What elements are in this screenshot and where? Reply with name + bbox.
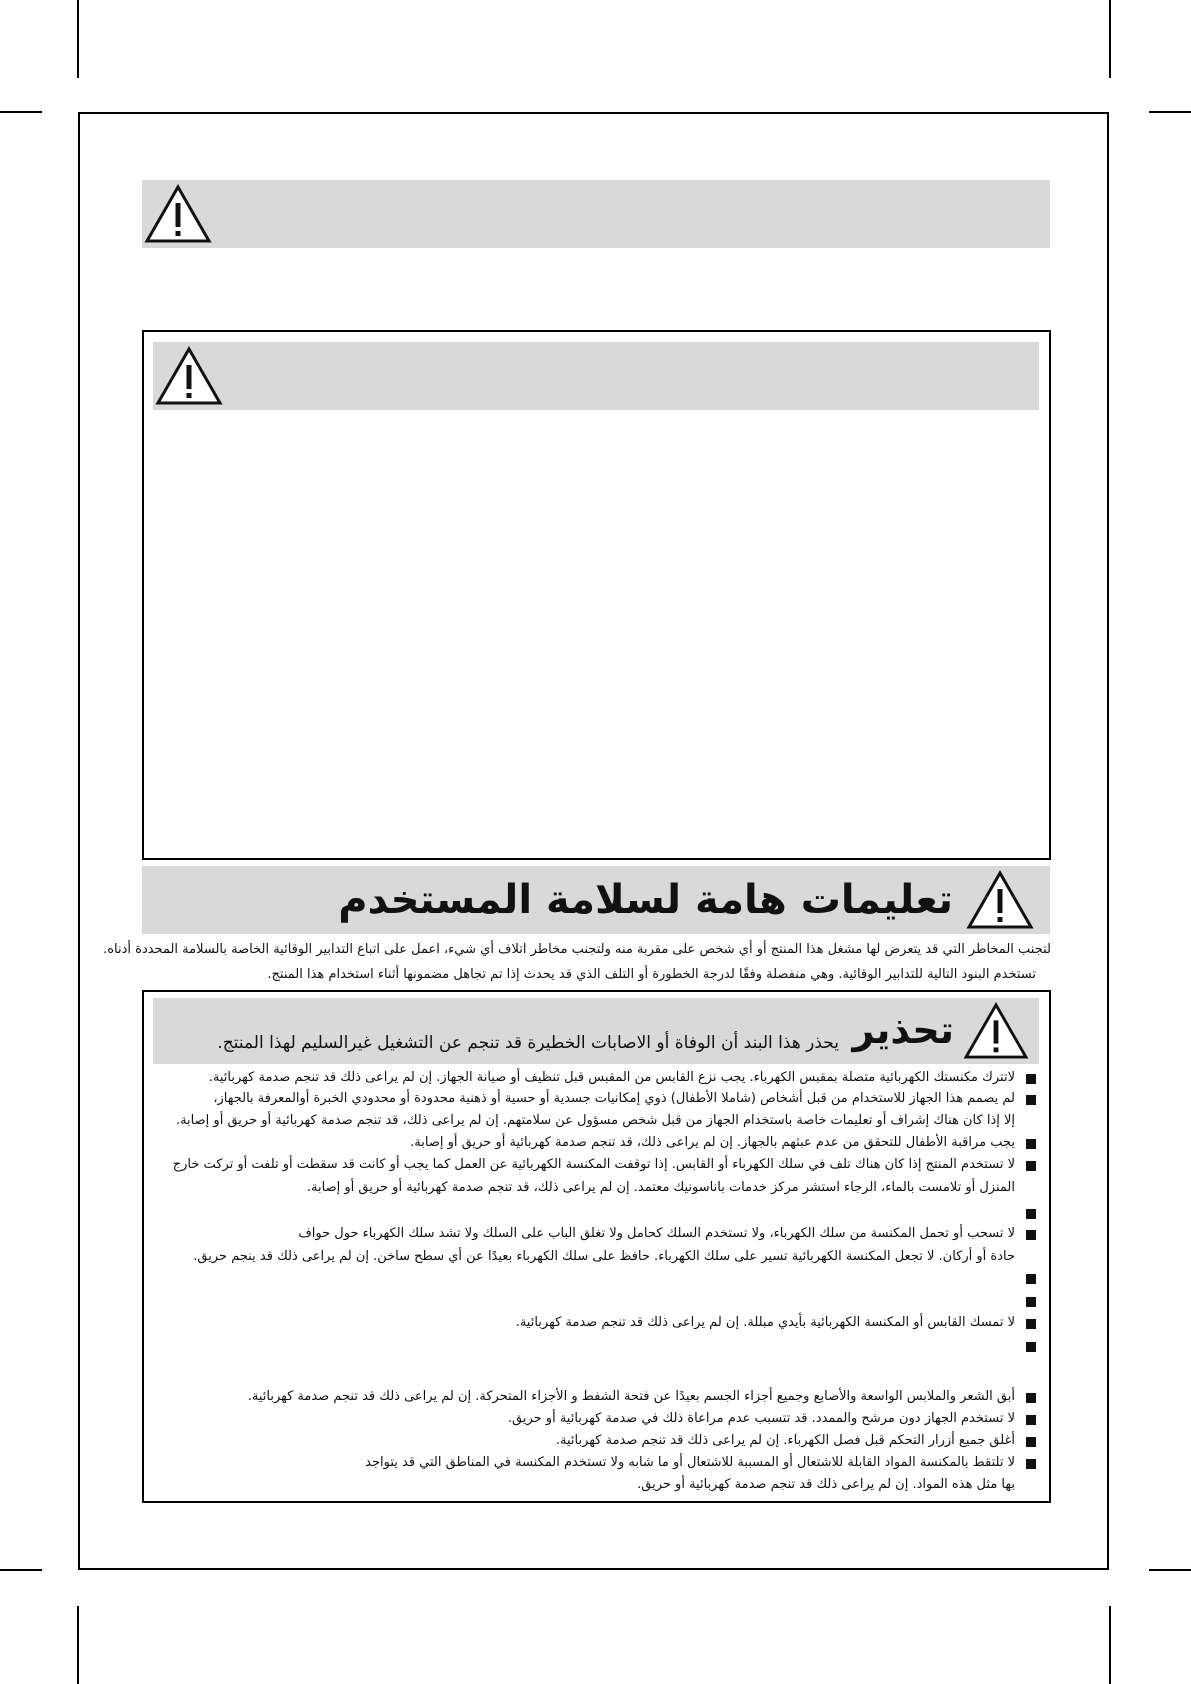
warning-line: بها مثل هذه المواد. إن لم يراعى ذلك قد تنجم صدمة كهربائية أو حريق. xyxy=(637,1477,1015,1492)
bullet xyxy=(1026,1139,1036,1149)
caution-bar-inner xyxy=(153,342,1039,410)
crop-mark xyxy=(1109,1606,1111,1684)
warning-line: لم يصمم هذا الجهاز للاستخدام من قبل أشخاص (شاملا الأطفال) ذوي إمكانيات جسدية أو حسية أو ذهنية محدودة أو محدودي الخبرة أوالمعرفة بالجهاز، xyxy=(213,1091,1015,1106)
bullet xyxy=(1026,1095,1036,1105)
warning-line: لا تستخدم الجهاز دون مرشح والممدد. قد تتسبب عدم مراعاة ذلك في صدمة كهربائية أو حريق. xyxy=(507,1411,1015,1426)
warning-line: إلا إذا كان هناك إشراف أو تعليمات خاصة باستخدام الجهاز من قبل شخص مسؤول عن سلامتهم. إن لم يراعى ذلك، قد تنجم صدمة كهربائية أو حريق أو إصابة. xyxy=(175,1113,1015,1128)
intro-line-2: تستخدم البنود التالية للتدابير الوقائية. وهي منفصلة وفقًا لدرجة الخطورة أو التلف الذي قد يحدث إذا تم تجاهل مضمونها أثناء استخدام هذا المنتج. xyxy=(267,967,1036,982)
warning-line: أبق الشعر والملابس الواسعة والأصابع وجميع أجزاء الجسم بعيدًا عن فتحة الشفط و الأجزاء المتحركة. إن لم يراعى ذلك قد تنجم صدمة كهربائية. xyxy=(247,1389,1015,1404)
warning-line: يجب مراقبة الأطفال للتحقق من عدم عبثهم بالجهاز. إن لم يراعى ذلك، قد تنجم صدمة كهربائية أو حريق أو إصابة. xyxy=(410,1135,1015,1150)
warning-line: لا تمسك القابس أو المكنسة الكهربائية بأيدي مبللة. إن لم يراعى ذلك قد تنجم صدمة كهربائية. xyxy=(515,1315,1015,1330)
warning-line: أغلق جميع أزرار التحكم قبل فصل الكهرباء. إن لم يراعى ذلك قد تنجم صدمة كهربائية. xyxy=(555,1433,1015,1448)
warning-triangle-icon xyxy=(963,1002,1029,1060)
crop-mark xyxy=(77,0,79,78)
bullet xyxy=(1026,1230,1036,1240)
crop-mark xyxy=(1109,0,1111,78)
bullet xyxy=(1026,1209,1036,1219)
warning-triangle-icon xyxy=(144,184,212,244)
intro-line-1: لتجنب المخاطر التي قد يتعرض لها مشغل هذا المنتج أو أي شخص على مقربة منه ولتجنب مخاطر اتلاف أي شيء، اعمل على اتباع التدابير الوقائية الخاصة بالسلامة المحددة أدناه. xyxy=(103,942,1051,957)
bullet xyxy=(1026,1459,1036,1469)
warning-line: لا تستخدم المنتج إذا كان هناك تلف في سلك الكهرباء أو القابس. إذا توقفت المكنسة الكهربائية عن العمل كما يجب أو كانت قد سقطت أو تلفت أو تركت خارج xyxy=(172,1157,1015,1172)
bullet xyxy=(1026,1161,1036,1171)
crop-mark xyxy=(0,111,42,113)
safety-title: تعليمات هامة لسلامة المستخدم xyxy=(338,877,953,923)
warning-triangle-icon xyxy=(155,346,223,406)
warning-line: لاتترك مكنستك الكهربائية متصلة بمقبس الكهرباء. يجب نزع القابس من المقبس قبل تنظيف أو صيانة الجهاز. إن لم يراعى ذلك قد تنجم صدمة كهربائية. xyxy=(208,1070,1015,1085)
bullet xyxy=(1026,1319,1036,1329)
warning-line: لا تسحب أو تحمل المكنسة من سلك الكهرباء، ولا تستخدم السلك كحامل ولا تغلق الباب على السلك ولا تشد سلك الكهرباء حول حواف xyxy=(298,1226,1015,1241)
bullet xyxy=(1026,1415,1036,1425)
bullet xyxy=(1026,1297,1036,1307)
crop-mark xyxy=(77,1606,79,1684)
warning-line: لا تلتقط بالمكنسة المواد القابلة للاشتعال أو المسببة للاشتعال أو ما شابه ولا تستخدم المكنسة في المناطق التي قد يتواجد xyxy=(365,1455,1015,1470)
warning-box xyxy=(142,990,1051,1503)
crop-mark xyxy=(1149,1569,1191,1571)
warning-line: المنزل أو تلامست بالماء، الرجاء استشر مركز خدمات باناسونيك معتمد. إن لم يراعى ذلك، قد تنجم صدمة كهربائية أو حريق أو إصابة. xyxy=(306,1180,1015,1195)
warning-triangle-icon xyxy=(966,870,1034,930)
crop-mark xyxy=(1149,111,1191,113)
bullet xyxy=(1026,1437,1036,1447)
caution-bar-top xyxy=(142,180,1050,248)
warning-subtitle: يحذر هذا البند أن الوفاة أو الاصابات الخطيرة قد تنجم عن التشغيل غيرالسليم لهذا المنتج. xyxy=(217,1033,839,1053)
bullet xyxy=(1026,1342,1036,1352)
bullet xyxy=(1026,1393,1036,1403)
warning-line: حادة أو أركان. لا تجعل المكنسة الكهربائية تسير على سلك الكهرباء. حافظ على سلك الكهرباء بعيدًا عن أي سطح ساخن. إن لم يراعى ذلك قد ينجم حريق. xyxy=(193,1249,1015,1264)
warning-title: تحذير xyxy=(852,1008,954,1052)
bullet xyxy=(1026,1074,1036,1084)
crop-mark xyxy=(0,1569,42,1571)
bullet xyxy=(1026,1274,1036,1284)
